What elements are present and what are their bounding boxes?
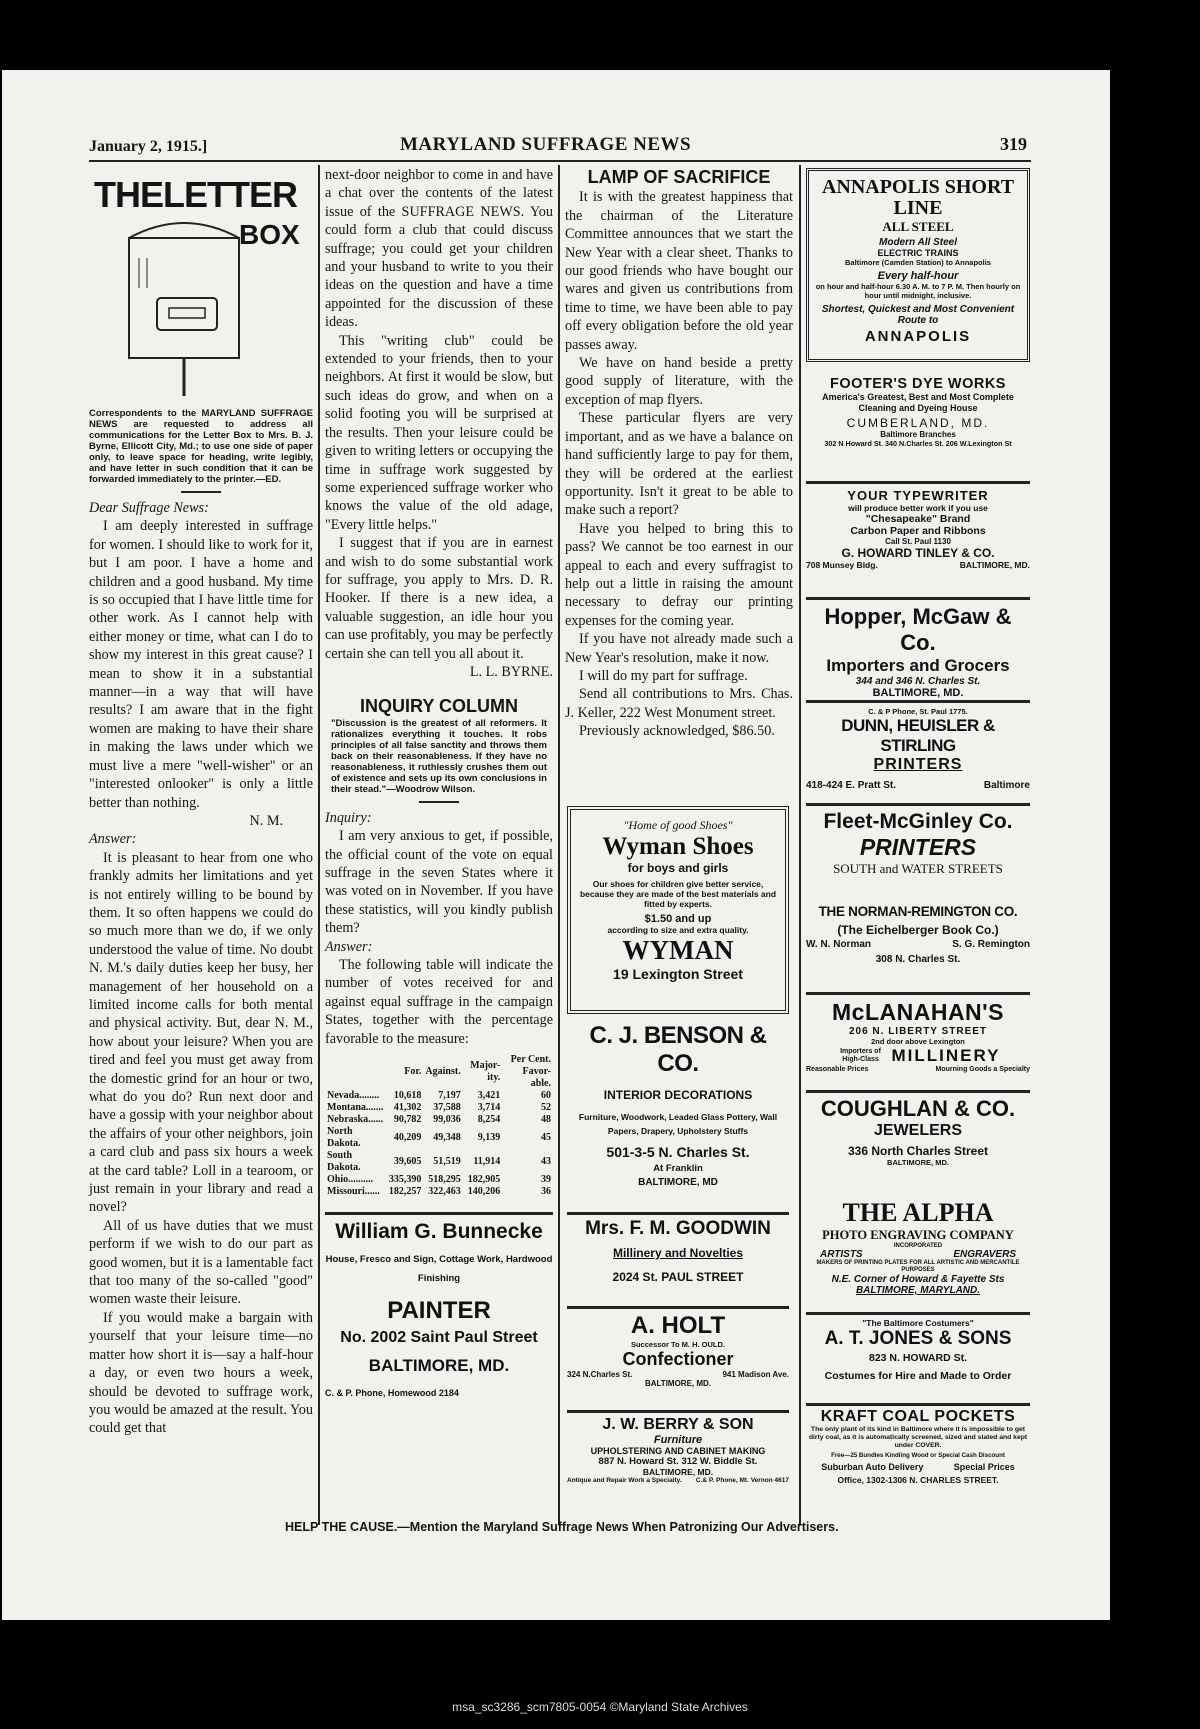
coughlan-trade: JEWELERS bbox=[873, 1122, 962, 1139]
vote-value-cell: 49,348 bbox=[433, 1132, 461, 1144]
inquiry-quote: "Discussion is the greatest of all reformers. It rationalizes everything it touches. It robs principles of all false sanctity and throws them back on their reasonableness. If they have no reasonableness, it ruthlessly crushes them out of existence and sets up its own conclusions in their stead."—Woodrow Wilson. bbox=[331, 717, 547, 795]
article-signature: L. L. BYRNE. bbox=[469, 663, 553, 680]
vote-value-cell: 182,905 bbox=[467, 1174, 501, 1186]
vote-value-cell: 99,036 bbox=[433, 1114, 461, 1126]
divider bbox=[181, 491, 221, 493]
dunn-city: Baltimore bbox=[983, 780, 1030, 791]
archive-caption: msa_sc3286_scm7805-0054 ©Maryland State Archives bbox=[452, 1700, 748, 1714]
votes-col-header: Against. bbox=[425, 1066, 461, 1078]
votes-col-header bbox=[325, 1054, 387, 1090]
norman-addr: 308 N. Charles St. bbox=[875, 954, 961, 965]
inquiry-answer-text: The following table will indicate the number of votes received for and against equal suffrage in the campaign States, together with the percentage favorable to the measure: bbox=[325, 957, 553, 1047]
ad-rule bbox=[567, 1212, 789, 1215]
fleet-addr: SOUTH and WATER STREETS bbox=[833, 861, 1003, 876]
coughlan-addr: 336 North Charles Street bbox=[847, 1144, 989, 1158]
lamp-paragraph: These particular flyers are very important, and as we have a balance on hand sufficiently large to pay for them, they will be ordered at the earliest opportunity. Isn't it great to be able to make such a report? bbox=[565, 410, 793, 519]
header-rule bbox=[89, 160, 1031, 162]
column-1 bbox=[89, 168, 313, 1438]
vote-value-cell: 182,257 bbox=[388, 1186, 422, 1198]
berry-trade: Furniture bbox=[653, 1434, 703, 1446]
typewriter-ad bbox=[806, 488, 1030, 570]
lamp-paragraph: We have on hand beside a pretty good supply of literature, with the exception of map flyers. bbox=[565, 355, 793, 408]
bunnecke-name: William G. Bunnecke bbox=[335, 1220, 543, 1244]
column-3 bbox=[565, 166, 793, 741]
answer-paragraph: If you would make a bargain with yourself that your leisure time—no matter how short it is—say a half-hour a day, or even two hours a week, should be devoted to suffrage work, you would be amazed at the result. You could get that bbox=[89, 1309, 313, 1437]
fleet-trade: PRINTERS bbox=[859, 834, 977, 860]
holt-successor: Successor To M. H. OULD. bbox=[630, 1340, 726, 1349]
norman-partner-2: S. G. Remington bbox=[952, 939, 1030, 950]
wyman-price: $1.50 and up bbox=[644, 913, 712, 925]
jones-line: Costumes for Hire and Made to Order bbox=[824, 1370, 1012, 1382]
annapolis-schedule: on hour and half-hour 6.30 A. M. to 7 P. M. Then hourly on hour until midnight, inclusive. bbox=[815, 282, 1021, 300]
benson-line: INTERIOR DECORATIONS bbox=[603, 1088, 753, 1102]
alpha-ad bbox=[806, 1198, 1030, 1296]
letter-salutation: Dear Suffrage News: bbox=[89, 500, 209, 516]
vote-value-cell: 39 bbox=[541, 1174, 551, 1186]
alpha-city: BALTIMORE, MARYLAND. bbox=[855, 1285, 981, 1296]
table-row bbox=[325, 1114, 553, 1126]
goodwin-address: 2024 St. PAUL STREET bbox=[612, 1270, 744, 1284]
annapolis-slogan: Shortest, Quickest and Most Convenient Route to bbox=[821, 304, 1015, 326]
wyman-name: Wyman Shoes bbox=[602, 833, 754, 860]
wyman-price-note: according to size and extra quality. bbox=[607, 925, 749, 935]
ad-rule bbox=[806, 1403, 1030, 1406]
kraft-office: Office, 1302-1306 N. CHARLES STREET. bbox=[837, 1475, 999, 1485]
bunnecke-address: No. 2002 Saint Paul Street bbox=[340, 1328, 538, 1346]
bunnecke-city: BALTIMORE, MD. bbox=[368, 1356, 510, 1376]
vote-value-cell: 37,588 bbox=[433, 1102, 461, 1114]
inquiry-text: I am very anxious to get, if possible, the official count of the vote on equal suffrage in the seven States where it was voted on in November. If you have these statistics, will you kindly publish them? bbox=[325, 828, 553, 937]
annapolis-destination: ANNAPOLIS bbox=[864, 328, 972, 345]
ad-rule bbox=[806, 803, 1030, 806]
kraft-text: The only plant of its kind in Baltimore where it is impossible to get dirty coal, as it is automatically screened, sized and slated and kept under COVER. bbox=[808, 1426, 1028, 1449]
norman-sub: (The Eichelberger Book Co.) bbox=[837, 923, 999, 937]
vote-value-cell: 52 bbox=[541, 1102, 551, 1114]
typewriter-product: Carbon Paper and Ribbons bbox=[850, 525, 986, 537]
vote-value-cell: 11,914 bbox=[473, 1156, 501, 1168]
jones-name: A. T. JONES & SONS bbox=[824, 1328, 1012, 1349]
article-paragraph: next-door neighbor to come in and have a chat over the contents of the latest issue of the SUFFRAGE NEWS. You could form a club that could discuss suffrage; you could get your children and your husband to write to you their ideas on the question and have a time appointed for the discussion of these ideas. bbox=[325, 167, 553, 331]
annapolis-modern: Modern All Steel bbox=[879, 237, 957, 248]
kraft-ad bbox=[806, 1408, 1030, 1485]
wyman-ad bbox=[567, 806, 789, 1014]
alpha-services: MAKERS OF PRINTING PLATES FOR ALL ARTISTIC AND MERCANTILE PURPOSES bbox=[816, 1260, 1020, 1273]
ad-rule bbox=[567, 1306, 789, 1309]
lamp-title: LAMP OF SACRIFICE bbox=[587, 167, 771, 187]
typewriter-phone: Call St. Paul 1130 bbox=[885, 537, 951, 546]
votes-col-header: Per Cent. Favor-able. bbox=[510, 1054, 551, 1090]
annapolis-subtitle: ALL STEEL bbox=[882, 219, 954, 234]
answer-paragraph: All of us have duties that we must perform if we wish to do our part as good women, but it is a lamentable fact that too many of the so-called "good" women waste their leisure. bbox=[89, 1217, 313, 1308]
typewriter-title: YOUR TYPEWRITER bbox=[847, 488, 989, 503]
letter-box-notice: Correspondents to the MARYLAND SUFFRAGE NEWS are requested to address all communications for the Letter Box to Mrs. B. J. Byrne, Ellicott City, Md.; to use one side of paper only, to leave space for heading, write legibly, and have letter in such condition that it can be forwarded immediately to the printer.—ED. bbox=[89, 408, 313, 485]
vote-value-cell: 39,605 bbox=[393, 1156, 422, 1168]
mclanahan-mourning: Mourning Goods a Specialty bbox=[935, 1066, 1030, 1073]
wyman-address: 19 Lexington Street bbox=[613, 966, 743, 982]
ad-rule bbox=[806, 1312, 1030, 1315]
hopper-addr: 344 and 346 N. Charles St. bbox=[855, 676, 981, 687]
mclanahan-importers: Importers of High-Class bbox=[840, 1048, 881, 1063]
berry-ad bbox=[567, 1416, 789, 1484]
logo-letter: LETTER bbox=[163, 174, 297, 215]
footer-dye-ad bbox=[806, 376, 1030, 448]
table-row bbox=[325, 1102, 553, 1114]
ad-rule bbox=[806, 700, 1030, 703]
annapolis-every: Every half-hour bbox=[877, 270, 959, 282]
footer-dye-addr: 302 N Howard St. 340 N.Charles St. 206 W.Lexington St bbox=[824, 439, 1012, 448]
vote-value-cell: 90,782 bbox=[393, 1114, 422, 1126]
vote-value-cell: 7,197 bbox=[438, 1090, 461, 1102]
jones-tag: "The Baltimore Costumers" bbox=[862, 1318, 974, 1328]
holt-ad bbox=[567, 1312, 789, 1388]
ad-rule bbox=[325, 1212, 553, 1215]
ad-rule bbox=[806, 597, 1030, 600]
lamp-paragraph: Previously acknowledged, $86.50. bbox=[579, 723, 775, 740]
vote-value-cell: 322,463 bbox=[428, 1186, 461, 1198]
vote-value-cell: 3,714 bbox=[477, 1102, 501, 1114]
goodwin-line: Millinery and Novelties bbox=[612, 1246, 744, 1260]
column-rule-3 bbox=[799, 165, 801, 1525]
mclanahan-sub: 2nd door above Lexington bbox=[871, 1037, 965, 1046]
bunnecke-phone: C. & P. Phone, Homewood 2184 bbox=[325, 1387, 459, 1398]
mclanahan-trade: MILLINERY bbox=[891, 1046, 1001, 1065]
votes-col-header: For. bbox=[404, 1066, 422, 1078]
vote-value-cell: 3,421 bbox=[477, 1090, 501, 1102]
column-2 bbox=[325, 166, 553, 1402]
coughlan-city: BALTIMORE, MD. bbox=[887, 1158, 949, 1167]
vote-value-cell: 8,254 bbox=[477, 1114, 501, 1126]
letter-paragraph: I am deeply interested in suffrage for women. I should like to work for it, but I am poor. I have a home and children and a good husband. My time is so occupied that I have little time for other work. As I cannot help with either money or time, what can I do to show my interest in this great cause? I mean to show it in a substantial manner—in a way that will have results? I am aware that in the fight women are making to have their share in making the laws under which we must live a mere "well-wisher" or an "interested onlooker" is only a little better than nothing. bbox=[89, 518, 313, 811]
vote-value-cell: 335,390 bbox=[388, 1174, 422, 1186]
mclanahan-name: McLANAHAN'S bbox=[832, 999, 1004, 1025]
lamp-paragraph: I will do my part for suffrage. bbox=[579, 667, 748, 684]
goodwin-ad bbox=[567, 1218, 789, 1284]
letter-box-logo bbox=[89, 168, 313, 398]
ad-rule bbox=[806, 481, 1030, 484]
lamp-paragraph: If you have not already made such a New Year's resolution, make it now. bbox=[565, 631, 793, 666]
berry-phone: C.& P. Phone, Mt. Vernon 4617 bbox=[695, 1477, 789, 1484]
mclanahan-ad bbox=[806, 999, 1030, 1073]
letter-signature: N. M. bbox=[249, 812, 283, 829]
issue-date: January 2, 1915.] bbox=[89, 138, 208, 155]
bunnecke-ad bbox=[325, 1220, 553, 1402]
hopper-line: Importers and Grocers bbox=[826, 656, 1010, 675]
berry-line: UPHOLSTERING AND CABINET MAKING bbox=[590, 1446, 766, 1456]
vote-value-cell: 43 bbox=[541, 1156, 551, 1168]
goodwin-name: Mrs. F. M. GOODWIN bbox=[585, 1218, 771, 1239]
benson-at: At Franklin bbox=[653, 1163, 703, 1174]
logo-box: BOX bbox=[239, 219, 300, 250]
vote-value-cell: 518,295 bbox=[428, 1174, 461, 1186]
kraft-prices: Special Prices bbox=[953, 1462, 1015, 1472]
vote-value-cell: 51,519 bbox=[433, 1156, 461, 1168]
advertiser-footer: HELP THE CAUSE.—Mention the Maryland Suffrage News When Patronizing Our Advertisers. bbox=[285, 1520, 839, 1534]
wyman-sub: for boys and girls bbox=[627, 861, 729, 875]
dunn-name: DUNN, HEUISLER & STIRLING bbox=[841, 716, 995, 755]
inquiry-column-title: INQUIRY COLUMN bbox=[359, 696, 518, 717]
norman-name: THE NORMAN-REMINGTON CO. bbox=[818, 904, 1018, 919]
state-name-cell: Missouri...... bbox=[327, 1186, 380, 1198]
berry-addr: 887 N. Howard St. 312 W. Biddle St. bbox=[598, 1456, 758, 1467]
dunn-trade: PRINTERS bbox=[873, 756, 963, 773]
alpha-inc: INCORPORATED bbox=[893, 1243, 943, 1249]
hopper-name: Hopper, McGaw & Co. bbox=[824, 604, 1012, 655]
dunn-phone: C. & P Phone, St. Paul 1775. bbox=[868, 707, 968, 716]
vote-value-cell: 140,206 bbox=[467, 1186, 501, 1198]
footer-dye-branches: Baltimore Branches bbox=[880, 430, 956, 439]
bunnecke-services: House, Fresco and Sign, Cottage Work, Hardwood Finishing bbox=[325, 1254, 553, 1284]
vote-value-cell: 10,618 bbox=[393, 1090, 422, 1102]
coughlan-name: COUGHLAN & CO. bbox=[820, 1096, 1016, 1121]
state-name-cell: Nebraska...... bbox=[327, 1114, 384, 1126]
benson-address: 501-3-5 N. Charles St. bbox=[606, 1144, 750, 1160]
lamp-paragraph: It is with the greatest happiness that the chairman of the Literature Committee announces that we start the New Year with a clear sheet. Thanks to our good friends who have bought our wares and given us contributions from time to time, we have been able to pay off every obligation before the old year passes away. bbox=[565, 189, 793, 353]
vote-value-cell: 48 bbox=[541, 1114, 551, 1126]
ad-rule bbox=[806, 992, 1030, 995]
footer-dye-city: CUMBERLAND, MD. bbox=[846, 416, 990, 430]
article-paragraph: I suggest that if you are in earnest and wish to do some substantial work for suffrage, you apply to Mrs. D. R. Hooker. If there is a new idea, a valuable suggestion, an idle hour you can use profitably, you may be perfectly certain she can tell you all about it. bbox=[325, 535, 553, 662]
alpha-name: THE ALPHA bbox=[842, 1198, 994, 1227]
jones-addr: 823 N. HOWARD St. bbox=[868, 1352, 968, 1364]
dunn-addr: 418-424 E. Pratt St. bbox=[806, 780, 897, 791]
lamp-paragraph: Have you helped to bring this to pass? We cannot be too earnest in our appeal to each and every suffragist to help out a little in raising the amount necessary to defray our printing expenses for the coming year. bbox=[565, 520, 793, 629]
vote-value-cell: 36 bbox=[541, 1186, 551, 1198]
lamp-paragraph: Send all contributions to Mrs. Chas. J. Keller, 222 West Monument street. bbox=[565, 686, 793, 721]
holt-city: BALTIMORE, MD. bbox=[644, 1379, 712, 1388]
berry-name: J. W. BERRY & SON bbox=[602, 1416, 754, 1433]
masthead-title: MARYLAND SUFFRAGE NEWS bbox=[400, 134, 692, 155]
alpha-artists: ARTISTS bbox=[820, 1249, 863, 1260]
benson-name: C. J. BENSON & CO. bbox=[589, 1022, 767, 1077]
alpha-line: PHOTO ENGRAVING COMPANY bbox=[822, 1228, 1014, 1242]
state-name-cell: Montana....... bbox=[327, 1102, 384, 1114]
typewriter-company: G. HOWARD TINLEY & CO. bbox=[841, 546, 995, 560]
norman-ad bbox=[806, 904, 1030, 965]
fleet-ad bbox=[806, 810, 1030, 877]
ad-rule bbox=[567, 1410, 789, 1413]
votes-table bbox=[325, 1054, 553, 1198]
votes-table-header bbox=[325, 1054, 553, 1090]
inquiry-answer-label: Answer: bbox=[325, 938, 373, 955]
berry-city: BALTIMORE, MD. bbox=[642, 1467, 714, 1477]
typewriter-city: BALTIMORE, MD. bbox=[959, 560, 1030, 570]
table-row bbox=[325, 1186, 553, 1198]
coughlan-ad bbox=[806, 1096, 1030, 1167]
typewriter-addr: 708 Munsey Bldg. bbox=[806, 560, 878, 570]
dunn-ad bbox=[806, 707, 1030, 791]
annapolis-ad bbox=[806, 168, 1030, 362]
state-name-cell: Nevada........ bbox=[327, 1090, 380, 1102]
benson-ad bbox=[567, 1022, 789, 1188]
vote-value-cell: 60 bbox=[541, 1090, 551, 1102]
article-paragraph: This "writing club" could be extended to your friends, then to your neighbors. At first it would be slow, but such ideas do grow, and when on a solid footing you will be surprised at the results. Then your leisure could be given to writing letters or occupying the time in suffrage work suggested by some experienced suffrage worker who knows the value of the old adage, "Every little helps." bbox=[325, 332, 553, 533]
table-row bbox=[325, 1150, 553, 1174]
vote-value-cell: 40,209 bbox=[393, 1132, 422, 1144]
ad-rule bbox=[806, 1090, 1030, 1093]
vote-value-cell: 45 bbox=[541, 1132, 551, 1144]
state-name-cell: South Dakota. bbox=[327, 1150, 361, 1174]
holt-addr1: 324 N.Charles St. bbox=[567, 1370, 633, 1379]
state-name-cell: North Dakota. bbox=[327, 1126, 361, 1150]
holt-name: A. HOLT bbox=[630, 1312, 726, 1339]
norman-partner-1: W. N. Norman bbox=[806, 939, 872, 950]
annapolis-route: Baltimore (Camden Station) to Annapolis bbox=[845, 258, 991, 267]
benson-city: BALTIMORE, MD bbox=[638, 1177, 718, 1188]
table-row bbox=[325, 1090, 553, 1102]
table-row bbox=[325, 1174, 553, 1186]
vote-value-cell: 41,302 bbox=[393, 1102, 422, 1114]
holt-addr2: 941 Madison Ave. bbox=[722, 1370, 789, 1379]
typewriter-line: will produce better work if you use bbox=[848, 503, 988, 513]
column-rule-2 bbox=[558, 165, 560, 1525]
kraft-delivery: Suburban Auto Delivery bbox=[821, 1462, 924, 1472]
typewriter-brand: "Chesapeake" Brand bbox=[865, 513, 971, 525]
bunnecke-trade: PAINTER bbox=[387, 1297, 491, 1325]
answer-paragraph: It is pleasant to hear from one who frankly admits her limitations and yet is not entirely willing to be bound by them. It so often happens we could do so much more than we do, if we only understood the value of time. No doubt N. M.'s daily duties keep her busy, her management of her household on a limited income calls for both mental and physical activity. But, dear N. M., how about your leisure? When you are tired and feel you must get away from the domestic grind for an hour or two, what do you do? Run next door and have a gossip with your neighbor about the affairs of your other neighbors, join a card club and pass six hours a week at the card table? Loll in a tearoom, or just remain in your library and read a novel? bbox=[89, 849, 313, 1216]
holt-trade: Confectioner bbox=[622, 1349, 734, 1369]
table-row bbox=[325, 1126, 553, 1150]
mclanahan-prices: Reasonable Prices bbox=[806, 1066, 869, 1073]
mclanahan-addr: 206 N. LIBERTY STREET bbox=[848, 1026, 988, 1037]
berry-note: Antique and Repair Work a Specialty. bbox=[567, 1477, 682, 1484]
alpha-engravers: ENGRAVERS bbox=[953, 1249, 1016, 1260]
footer-dye-line: America's Greatest, Best and Most Complete Cleaning and Dyeing House bbox=[822, 392, 1014, 413]
annapolis-title: ANNAPOLIS SHORT LINE bbox=[821, 176, 1015, 219]
benson-goods: Furniture, Woodwork, Leaded Glass Pottery, Wall Papers, Drapery, Upholstery Stuffs bbox=[578, 1112, 778, 1136]
wyman-brand: WYMAN bbox=[622, 935, 734, 965]
inquiry-label: Inquiry: bbox=[325, 809, 372, 826]
footer-dye-name: FOOTER'S DYE WORKS bbox=[830, 376, 1006, 392]
hopper-city: BALTIMORE, MD. bbox=[872, 687, 964, 699]
wyman-text: Our shoes for children give better service, because they are made of the best materials and fitted by experts. bbox=[579, 879, 777, 909]
alpha-addr: N.E. Corner of Howard & Fayette Sts bbox=[831, 1274, 1005, 1285]
kraft-name: KRAFT COAL POCKETS bbox=[820, 1408, 1016, 1425]
jones-ad bbox=[806, 1318, 1030, 1382]
page-number: 319 bbox=[1000, 134, 1027, 154]
column-rule-1 bbox=[318, 165, 320, 1525]
hopper-ad bbox=[806, 604, 1030, 699]
divider bbox=[419, 801, 459, 803]
votes-col-header: Major-ity. bbox=[470, 1060, 501, 1084]
fleet-name: Fleet-McGinley Co. bbox=[823, 810, 1013, 833]
logo-the: THE bbox=[94, 174, 163, 215]
kraft-free: Free—25 Bundles Kindling Wood or Special Cash Discount bbox=[831, 1452, 1005, 1459]
state-name-cell: Ohio.......... bbox=[327, 1174, 374, 1186]
answer-label: Answer: bbox=[89, 831, 137, 848]
annapolis-trains: ELECTRIC TRAINS bbox=[877, 248, 959, 258]
wyman-tagline: "Home of good Shoes" bbox=[623, 818, 733, 832]
vote-value-cell: 9,139 bbox=[477, 1132, 501, 1144]
